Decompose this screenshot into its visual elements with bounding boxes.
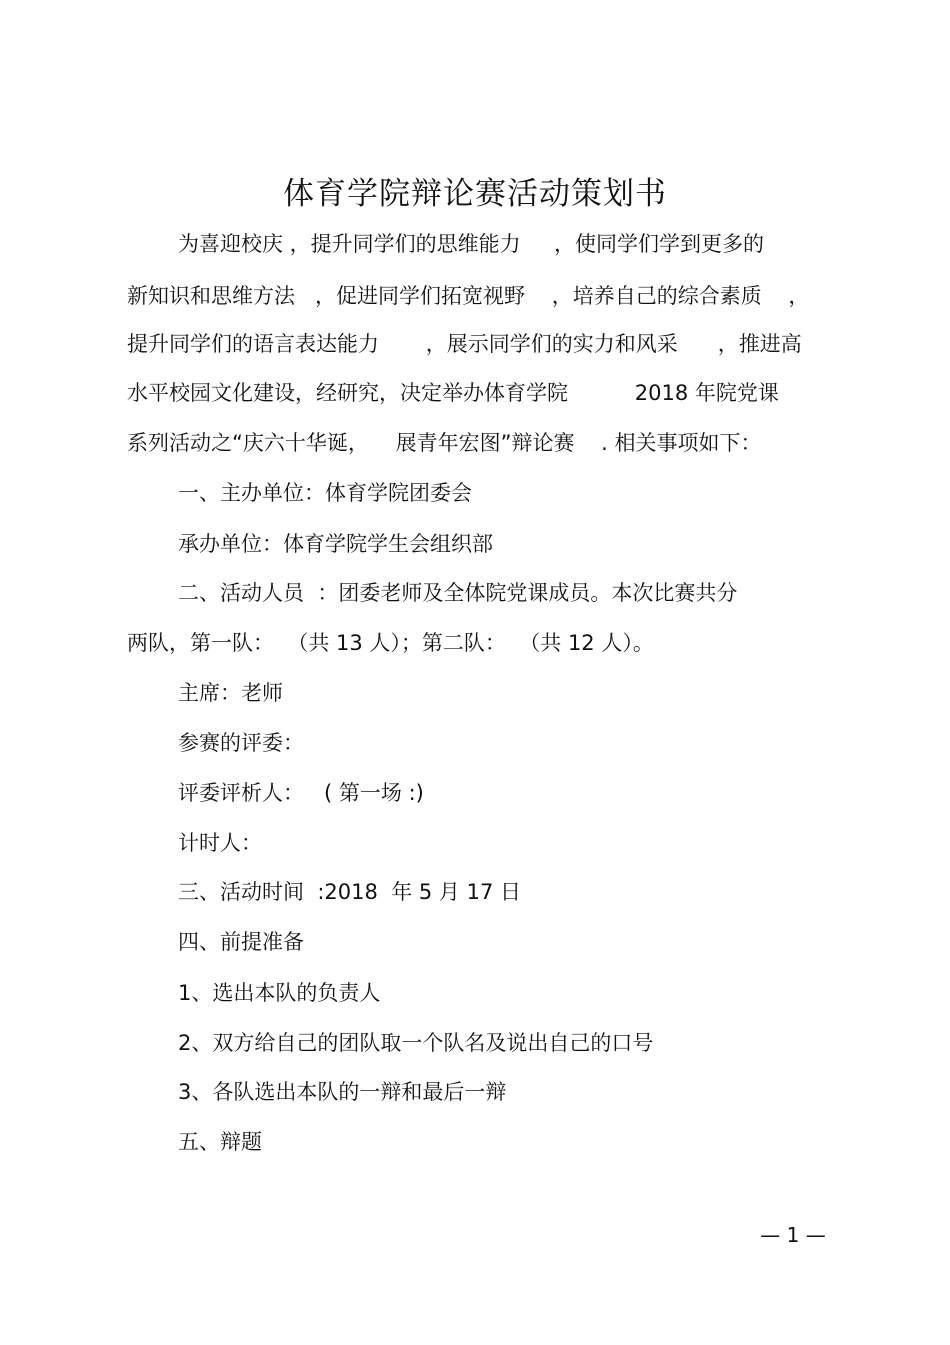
prep-heading: 四、前提准备 [178,930,304,954]
chair-line: 主席：老师 [178,681,283,705]
judges-line: 参赛的评委： [178,731,304,755]
intro-line-4: 水平校园文化建设，经研究，决定举办体育学院 2018 年院党课 [127,381,779,405]
organizer-line: 一、主办单位：体育学院团委会 [178,481,472,505]
prep-item-3: 3、各队选出本队的一辩和最后一辩 [178,1080,507,1104]
time-line: 三、活动时间 :2018 年 5 月 17 日 [178,880,522,904]
co-organizer-line: 承办单位：体育学院学生会组织部 [178,532,493,556]
prep-item-1: 1、选出本队的负责人 [178,981,381,1005]
timer-line: 计时人： [178,831,262,855]
topic-heading: 五、辩题 [178,1130,262,1154]
participants-line-2: 两队，第一队： （共 13 人）；第二队： （共 12 人）。 [127,631,654,655]
prep-item-2: 2、双方给自己的团队取一个队名及说出自己的口号 [178,1031,654,1055]
intro-line-1: 为喜迎校庆 ，提升同学们的思维能力 ，使同学们学到更多的 [178,232,765,256]
document-title: 体育学院辩论赛活动策划书 [283,176,667,212]
page-number: — 1 — [760,1223,826,1247]
analyst-line: 评委评析人： ( 第一场 :) [178,781,424,805]
intro-line-2: 新知识和思维方法 ，促进同学们拓宽视野 ，培养自己的综合素质 ， [127,284,810,308]
participants-line-1: 二、活动人员 ：团委老师及全体院党课成员。本次比赛共分 [178,581,738,605]
intro-line-5: 系列活动之“庆六十华诞， 展青年宏图”辩论赛 . 相关事项如下： [127,431,762,455]
intro-line-3: 提升同学们的语言表达能力 ，展示同学们的实力和风采 ，推进高 [127,332,802,356]
